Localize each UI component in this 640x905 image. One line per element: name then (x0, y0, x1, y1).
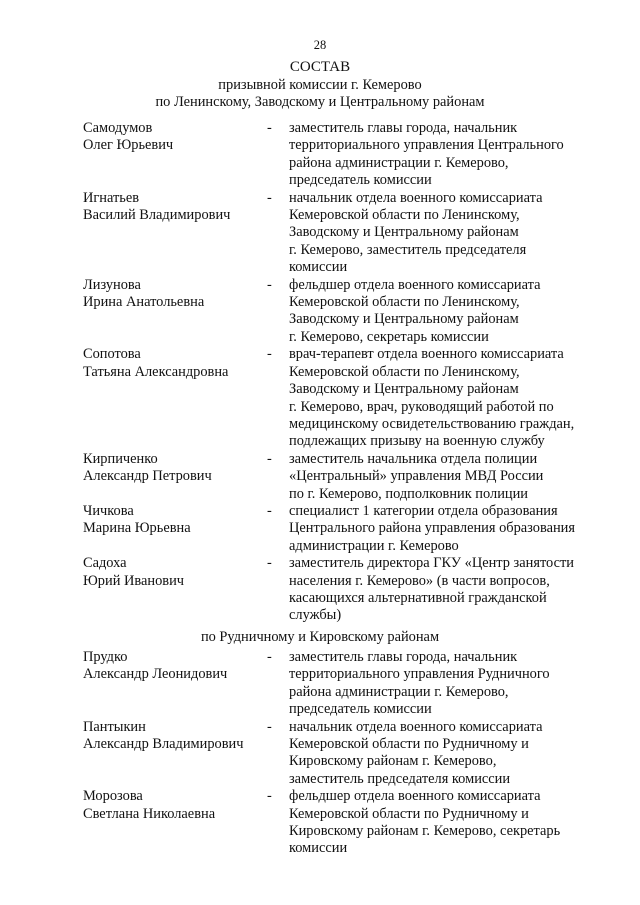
member-surname: Лизунова (83, 276, 141, 293)
member-surname: Садоха (83, 555, 127, 572)
member-surname: Чичкова (83, 502, 134, 519)
member-entry (0, 120, 640, 190)
member-position-line: района администрации г. Кемерово, (289, 154, 509, 171)
member-name (83, 719, 263, 754)
member-given-names: Ирина Анатольевна (83, 294, 205, 311)
member-position-line: фельдшер отдела военного комиссариата (289, 276, 541, 293)
member-given-names: Александр Леонидович (83, 666, 228, 683)
page-number: 28 (313, 38, 327, 52)
member-position-line: территориального управления Центрального (289, 137, 564, 154)
document-subtitle-line2: по Ленинскому, Заводскому и Центральному районам (155, 94, 485, 110)
member-position-line: Кемеровской области по Ленинскому, (289, 294, 520, 311)
member-surname: Кирпиченко (83, 450, 158, 467)
section-subheader-rudnichny-kirovsky: по Рудничному и Кировскому районам (200, 629, 440, 645)
member-position-line: заместитель главы города, начальник (289, 649, 518, 665)
member-position-line: Заводскому и Центральному районам (289, 381, 519, 398)
member-entry (0, 788, 640, 858)
section-leninsky-zavodsky-central (0, 120, 640, 625)
member-position-line: начальник отдела военного комиссариата (289, 718, 543, 735)
member-position-line: комиссии (289, 840, 348, 857)
member-given-names: Татьяна Александровна (83, 363, 229, 380)
member-dash: - (267, 502, 272, 519)
member-name (83, 190, 263, 225)
member-dash: - (267, 649, 272, 665)
member-name (83, 451, 263, 486)
member-position-line: председатель комиссии (289, 701, 432, 718)
member-position-line: начальник отдела военного комиссариата (289, 189, 543, 206)
member-position-line: Заводскому и Центральному районам (289, 224, 519, 241)
member-dash: - (267, 718, 272, 735)
member-position-line: Кемеровской области по Рудничному и (289, 736, 529, 753)
member-position-line: подлежащих призыву на военную службу (289, 433, 545, 450)
member-entry (0, 719, 640, 789)
member-name (83, 120, 263, 155)
member-position-line: председатель комиссии (289, 172, 432, 189)
member-position-line: района администрации г. Кемерово, (289, 683, 509, 700)
member-position-line: по г. Кемерово, подполковник полиции (289, 485, 529, 502)
member-given-names: Александр Петрович (83, 468, 212, 485)
member-position-line: врач-терапевт отдела военного комиссариата (289, 346, 564, 363)
member-position (289, 503, 619, 555)
member-position-line: администрации г. Кемерово (289, 537, 459, 554)
member-dash: - (267, 120, 272, 136)
member-surname: Пантыкин (83, 718, 146, 735)
member-given-names: Олег Юрьевич (83, 137, 174, 154)
member-position-line: Заводскому и Центральному районам (289, 311, 519, 328)
member-name (83, 503, 263, 538)
member-dash: - (267, 450, 272, 467)
member-entry (0, 451, 640, 503)
member-position-line: комиссии (289, 259, 348, 276)
member-position-line: Кировскому районам г. Кемерово, секретарь (289, 823, 561, 840)
member-position-line: Кемеровской области по Ленинскому, (289, 207, 520, 224)
member-position (289, 451, 619, 503)
member-entry (0, 555, 640, 625)
member-name (83, 277, 263, 312)
member-position (289, 555, 619, 625)
member-position-line: «Центральный» управления МВД России (289, 468, 544, 485)
member-position-line: заместитель главы города, начальник (289, 120, 518, 136)
document-subtitle-line1: призывной комиссии г. Кемерово (218, 76, 422, 93)
member-given-names: Светлана Николаевна (83, 805, 216, 822)
member-position-line: медицинскому освидетельствованию граждан, (289, 415, 575, 432)
member-position-line: территориального управления Рудничного (289, 666, 550, 683)
member-position-line: касающихся альтернативной гражданской (289, 589, 547, 606)
member-position-line: Кемеровской области по Рудничному и (289, 805, 529, 822)
member-position (289, 719, 619, 789)
member-surname: Сопотова (83, 346, 141, 363)
member-given-names: Александр Владимирович (83, 736, 244, 753)
member-position-line: заместитель председателя комиссии (289, 770, 511, 787)
member-entry (0, 190, 640, 277)
member-name (83, 346, 263, 381)
member-entry (0, 346, 640, 450)
member-surname: Морозова (83, 788, 143, 805)
member-position-line: заместитель начальника отдела полиции (289, 450, 538, 467)
member-entry (0, 277, 640, 347)
member-position-line: Центрального района управления образования (289, 520, 575, 537)
member-name (83, 555, 263, 590)
member-name (83, 788, 263, 823)
member-given-names: Юрий Иванович (83, 572, 185, 589)
member-position-line: заместитель директора ГКУ «Центр занятости (289, 555, 574, 572)
member-surname: Прудко (83, 649, 128, 665)
member-position-line: населения г. Кемерово» (в части вопросов, (289, 572, 550, 589)
member-dash: - (267, 346, 272, 363)
member-position (289, 788, 619, 858)
member-position (289, 120, 619, 190)
member-position-line: Кемеровской области по Ленинскому, (289, 363, 520, 380)
member-name (83, 649, 263, 684)
member-dash: - (267, 276, 272, 293)
member-position (289, 346, 619, 450)
section-rudnichny-kirovsky (0, 649, 640, 858)
member-position-line: фельдшер отдела военного комиссариата (289, 788, 541, 805)
member-position (289, 649, 619, 719)
document-header (0, 59, 640, 112)
member-entry (0, 503, 640, 555)
member-dash: - (267, 788, 272, 805)
member-position-line: г. Кемерово, секретарь комиссии (289, 328, 489, 345)
member-position (289, 190, 619, 277)
member-dash: - (267, 555, 272, 572)
member-position-line: Кировскому районам г. Кемерово, (289, 753, 497, 770)
member-surname: Игнатьев (83, 189, 140, 206)
member-position-line: службы) (289, 607, 342, 624)
member-position-line: г. Кемерово, заместитель председателя (289, 241, 527, 258)
member-given-names: Марина Юрьевна (83, 520, 191, 537)
member-position (289, 277, 619, 347)
member-position-line: специалист 1 категории отдела образования (289, 502, 558, 519)
member-position-line: г. Кемерово, врач, руководящий работой по (289, 398, 554, 415)
member-entry (0, 649, 640, 719)
member-given-names: Василий Владимирович (83, 207, 231, 224)
document-title: СОСТАВ (289, 59, 351, 75)
member-surname: Самодумов (83, 120, 153, 136)
member-dash: - (267, 189, 272, 206)
